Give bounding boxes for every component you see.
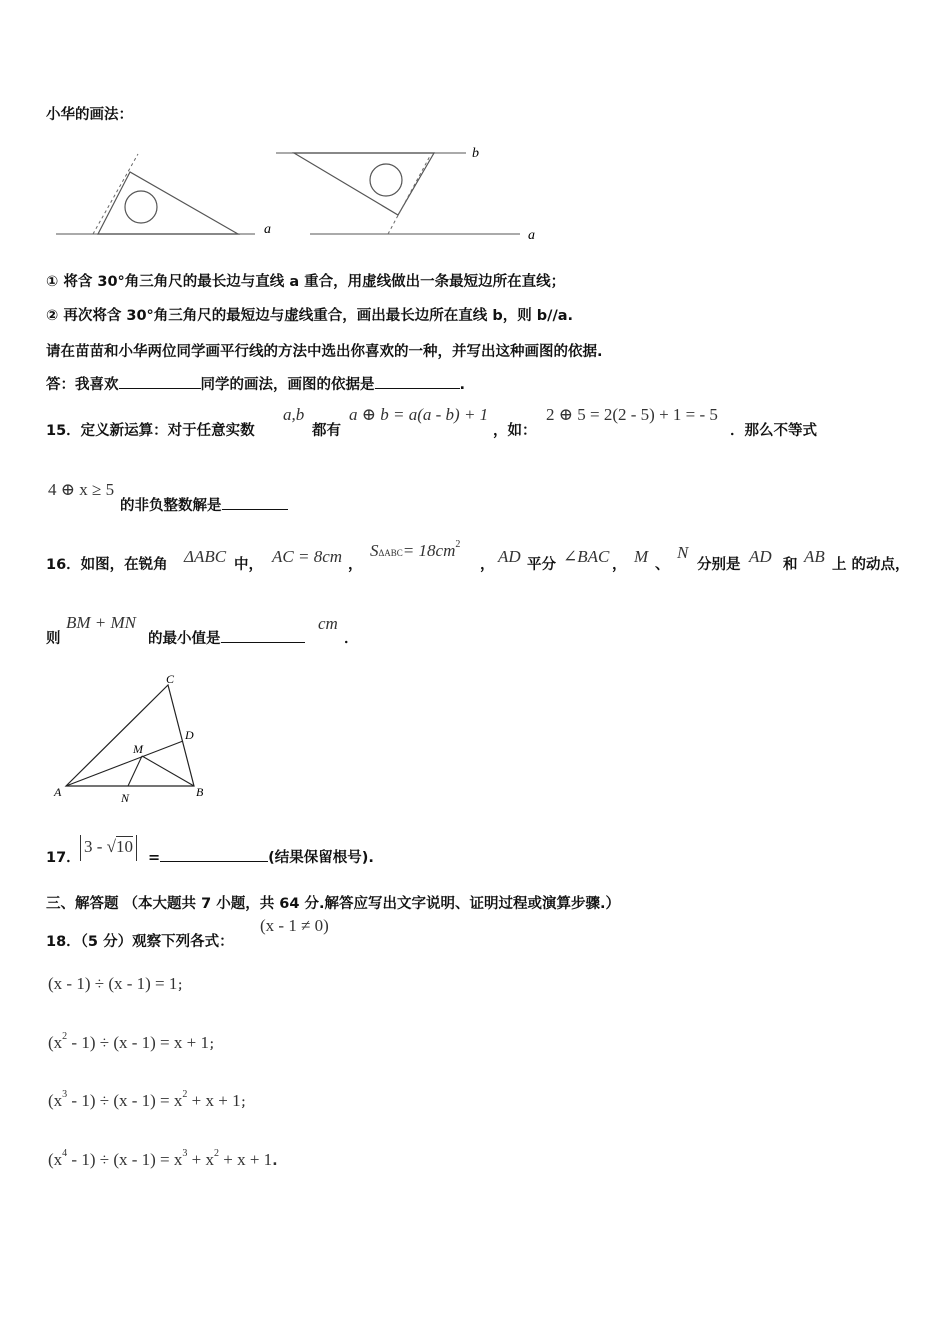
q18-eq4-sup: 4	[62, 1148, 68, 1160]
q16-n: N	[677, 543, 689, 562]
q18-eq3-c: + x + 1	[187, 1091, 241, 1110]
set-square-hole	[370, 164, 402, 196]
q18-final-period: .	[272, 1153, 278, 1169]
q16-comma2: ，	[480, 557, 495, 573]
xiaohua-figure-2	[270, 142, 550, 247]
q18-eq-3	[48, 1091, 253, 1111]
q18-condition: (x - 1 ≠ 0)	[260, 916, 329, 935]
q15-number: 15．定义新运算：对于任意实数	[46, 423, 255, 439]
q18-number: 18．（5 分）观察下列各式：	[46, 934, 234, 950]
q15-ask	[120, 494, 288, 515]
q16-ad: AD	[498, 547, 521, 566]
q16-t-dongdian: 上 的动点，	[832, 557, 910, 573]
answer-prefix: 答：我喜欢	[46, 377, 119, 393]
q15-text-dou: 都有	[312, 423, 341, 439]
q16-min-text: 的最小值是	[148, 631, 221, 647]
set-square-triangle	[98, 172, 238, 234]
q16-ac: AC = 8cm	[272, 547, 343, 566]
q17-number: 17．	[46, 850, 81, 866]
q16-ad2: AD	[749, 547, 772, 566]
segment-mb	[142, 756, 194, 786]
set-square-triangle	[294, 153, 434, 215]
triangle-figure	[48, 670, 218, 810]
q16-t-ze: 则	[46, 631, 61, 647]
q16-angle: ∠BAC	[563, 547, 610, 566]
q16-area-s: S	[370, 541, 379, 560]
label-c: C	[166, 672, 175, 686]
q15-example: 2 ⊕ 5 = 2(2 - 5) + 1 = - 5	[546, 405, 718, 424]
q15-answer-blank[interactable]	[222, 495, 288, 510]
step-2: ② 再次将含 30°角三角尺的最短边与虚线重合，画出最长边所在直线 b，则 b//a.	[46, 308, 574, 324]
q16-t-zhong: 中，	[234, 557, 263, 573]
q18-eq4-a: (x	[48, 1150, 63, 1169]
label-m: M	[133, 742, 143, 756]
label-a: a	[528, 228, 535, 243]
q18-eq4-d: + x + 1	[219, 1150, 273, 1169]
answer-line	[46, 373, 465, 394]
q17-equals: =	[148, 850, 161, 866]
q16-t-dun: 、	[655, 557, 670, 573]
q16-ab: AB	[804, 547, 825, 566]
q16-area-sup: 2	[455, 539, 461, 551]
segment-ad	[66, 741, 183, 786]
label-b: b	[472, 146, 479, 161]
dashed-line	[388, 156, 430, 234]
answer-end: .	[459, 377, 466, 393]
answer-blank-1[interactable]	[119, 374, 201, 389]
q18-eq2-b: - 1) ÷ (x - 1) = x + 1	[67, 1033, 209, 1052]
label-a: A	[54, 785, 62, 799]
triangle-abc	[66, 685, 194, 786]
q18-eq1-sep: ；	[177, 978, 190, 992]
xiaohua-heading: 小华的画法：	[46, 107, 133, 123]
answer-blank-2[interactable]	[375, 374, 460, 389]
xiaohua-figure-1	[50, 150, 290, 245]
set-square-hole	[125, 191, 157, 223]
q16-period: ．	[344, 631, 359, 647]
q18-eq4-b: - 1) ÷ (x - 1) = x	[67, 1150, 183, 1169]
q16-comma3: ，	[612, 557, 627, 573]
q18-eq-2	[48, 1033, 221, 1053]
q17-answer-blank[interactable]	[160, 847, 268, 862]
q15-definition: a ⊕ b = a(a - b) + 1	[349, 405, 489, 424]
q17-expr-b: 10	[116, 837, 134, 856]
q16-t-fenbie: 分别是	[697, 557, 741, 573]
label-a: a	[264, 222, 271, 237]
q17-answer-line	[148, 846, 374, 867]
q16-expr: BM + MN	[66, 613, 137, 632]
q15-vars: a,b	[283, 405, 305, 424]
q18-eq3-b: - 1) ÷ (x - 1) = x	[67, 1091, 183, 1110]
step-1: ① 将含 30°角三角尺的最长边与直线 a 重合，用虚线做出一条最短边所在直线；	[46, 274, 566, 290]
q18-eq3-a: (x	[48, 1091, 63, 1110]
q18-eq2-a: (x	[48, 1033, 63, 1052]
answer-middle: 同学的画法，画图的依据是	[200, 377, 375, 393]
q18-eq1-text: (x - 1) ÷ (x - 1) = 1	[48, 974, 178, 993]
segment-mn	[128, 756, 142, 786]
q18-eq2-sep: ；	[208, 1037, 221, 1051]
q18-eq3-sep: ；	[240, 1095, 253, 1109]
q15-text-ru: ，如：	[493, 423, 537, 439]
label-b: B	[196, 785, 204, 799]
q18-eq3-sup2: 2	[182, 1089, 188, 1101]
q18-eq3-sup: 3	[62, 1089, 68, 1101]
q16-number: 16．如图，在锐角	[46, 557, 168, 573]
section-3-heading: 三、解答题 （本大题共 7 小题，共 64 分.解答应写出文字说明、证明过程或演算步骤.）	[46, 896, 621, 912]
q17-expr-a: 3 -	[84, 837, 107, 856]
q18-eq4-c: + x	[187, 1150, 214, 1169]
q18-eq4-sup3: 2	[214, 1148, 219, 1160]
q16-area-sub: ΔABC	[378, 548, 403, 558]
label-n: N	[121, 791, 130, 805]
q16-comma1: ，	[348, 557, 363, 573]
q18-eq4-sup2: 3	[182, 1148, 188, 1160]
q17-abs-expr	[80, 835, 137, 861]
q15-ask-text: 的非负整数解是	[120, 498, 222, 514]
label-d: D	[185, 728, 194, 742]
q16-min-line	[148, 627, 305, 648]
q16-m: M	[634, 547, 649, 566]
q16-triangle: ΔABC	[184, 547, 227, 566]
q16-t-pingfen: 平分	[527, 557, 556, 573]
q15-text-end: ．那么不等式	[730, 423, 817, 439]
q17-note: (结果保留根号).	[268, 850, 374, 866]
q18-eq2-sup: 2	[62, 1031, 68, 1043]
q16-area	[370, 541, 460, 561]
q18-eq-4	[48, 1150, 278, 1170]
q16-t-he: 和	[783, 557, 798, 573]
q15-inequality: 4 ⊕ x ≥ 5	[48, 480, 115, 499]
q16-area-val: = 18cm	[402, 541, 456, 560]
q17-sqrt-sign: √	[106, 837, 117, 856]
q18-eq-1	[48, 974, 189, 994]
q16-unit: cm	[318, 614, 338, 633]
q16-answer-blank[interactable]	[221, 628, 305, 643]
instruction: 请在苗苗和小华两位同学画平行线的方法中选出你喜欢的一种，并写出这种画图的依据.	[46, 344, 603, 360]
